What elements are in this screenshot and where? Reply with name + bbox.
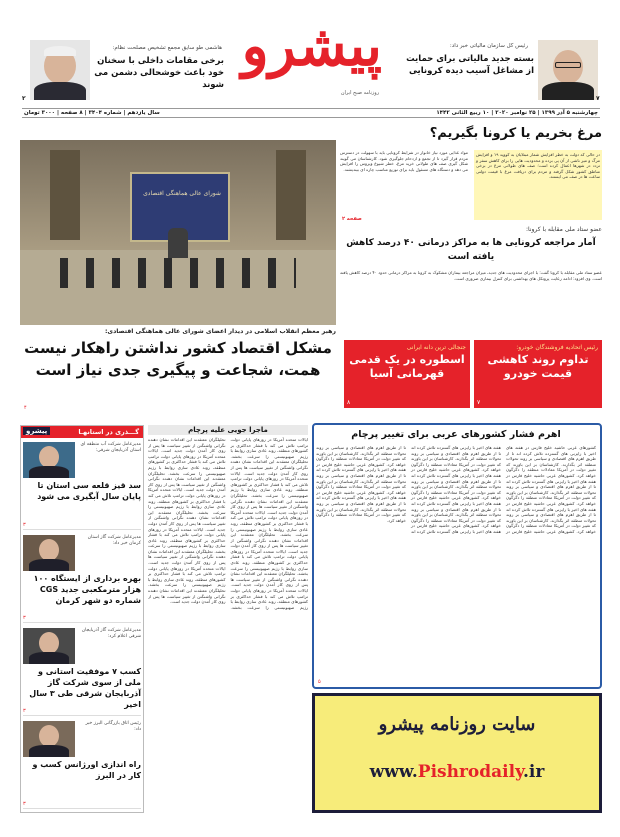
province-item-photo bbox=[23, 442, 75, 478]
dateline-issue: سال یازدهم | شماره ۳۴۰۴ | ۸ صفحه | ۳۰۰۰ تومان bbox=[24, 110, 160, 116]
main-headline-2[interactable]: همت، شجاعت و پیگیری جدی نیاز است bbox=[35, 361, 321, 379]
red-box-sport-title: اسطوره در یک قدمی قهرمانی آسیا bbox=[349, 353, 465, 380]
province-item-title: کسب ۷ موفقیت استانی و ملی از سوی شرکت گاز آذربایجان شرقی طی ۳ سال اخیر bbox=[29, 667, 141, 709]
province-item[interactable] bbox=[23, 628, 141, 716]
dateline-bar bbox=[22, 108, 600, 118]
dateline-date: چهارشنبه ۵ آذر ۱۳۹۹ | ۲۵ نوامبر ۲۰۲۰ | ۱۰ ربیع الثانی ۱۴۴۲ bbox=[436, 110, 598, 116]
left-teaser-title[interactable]: برخی مقامات داخلی با سخنان خود باعث خوشحالی دشمن می شوند bbox=[94, 56, 224, 90]
sub-story-title[interactable]: آمار مراجعه کرونایی ها به مراکز درمانی ۴۰ درصد کاهش یافته است bbox=[346, 238, 596, 262]
website-ad-title: سایت روزنامه پیشرو bbox=[378, 714, 536, 735]
main-photo bbox=[20, 140, 336, 325]
sub-story-body: عضو ستاد ملی مقابله با کرونا گفت: با اجرای محدودیت های جدید، میزان مراجعه بیماران مشکوک به کرونا به مراکز درمانی حدود ۴۰ درصد کاهش یافته است. وی افزود: ادامه رعایت پروتکل های بهداشتی برای کنترل بیماری ضروری است. bbox=[340, 270, 602, 281]
right-teaser-title[interactable]: بسته جدید مالیاتی برای حمایت از مشاغل آسیب دیده کرونایی bbox=[406, 54, 534, 76]
province-item[interactable] bbox=[23, 721, 141, 809]
province-item-num: ۳ bbox=[23, 615, 26, 621]
province-item-kicker: مدیرعامل شرکت گاز استان کرمان خبر داد: bbox=[87, 535, 141, 546]
right-teaser-num: ۷ bbox=[596, 95, 600, 102]
province-item-kicker: رئیس اتاق بازرگانی البرز خبر داد: bbox=[85, 721, 141, 732]
province-item[interactable] bbox=[23, 442, 141, 530]
red-box-cars[interactable] bbox=[474, 340, 602, 408]
provinces-header bbox=[21, 426, 143, 438]
left-teaser-num: ۲ bbox=[22, 95, 26, 102]
sub-story-kicker: عضو ستاد ملی مقابله با کرونا: bbox=[526, 226, 602, 233]
province-item-photo bbox=[23, 535, 75, 571]
red-box-cars-num: ۷ bbox=[477, 399, 481, 406]
website-ad-url[interactable]: www.Pishrodaily.ir bbox=[369, 762, 545, 782]
column-right-title[interactable]: اهرم فشار کشورهای عربی برای تغییر پرچام bbox=[351, 429, 561, 440]
photo-caption: رهبر معظم انقلاب اسلامی در دیدار اعضای شورای عالی هماهنگی اقتصادی: bbox=[104, 328, 336, 335]
provinces-column bbox=[20, 425, 144, 813]
masthead-logo[interactable]: پیشرو bbox=[241, 13, 382, 79]
column-mid bbox=[148, 425, 308, 813]
column-mid-header[interactable]: ماجرا جویی علیه پرچام bbox=[148, 425, 308, 435]
website-ad-url-brand: Pishrodaily bbox=[417, 762, 523, 782]
province-item-title: سد قیز قلعه سی استان تا پایان سال آبگیری می شود bbox=[37, 481, 141, 501]
column-right-body: کشورهای عربی حاشیه خلیج فارس در هفته های اخیر با رایزنی های گسترده تلاش کرده اند تا از طریق اهرم های اقتصادی و سیاسی بر روند تحولات منطقه اثر بگذارند. کارشناسان بر این باورند که تغییر دولت در آمریکا معادلات منطقه را دگرگون خواهد کرد. کشورهای عربی حاشیه خلیج فارس در هفته های اخیر با رایزنی های گسترده تلاش کرده اند تا از طریق اهرم های اقتصادی و سیاسی بر روند تحولات منطقه اثر بگذارند. کارشناسان بر این باورند که تغییر دولت در آمریکا معادلات منطقه را دگرگون خواهد کرد. کشورهای عربی حاشیه خلیج فارس در هفته های اخیر با رایزنی های گسترده تلاش کرده اند تا از طریق اهرم های اقتصادی و سیاسی بر روند تحولات منطقه اثر بگذارند. کارشناسان بر این باورند که تغییر دولت در آمریکا معادلات منطقه را دگرگون خواهد کرد. کشورهای عربی حاشیه خلیج فارس در هفته های اخیر با رایزنی های گسترده تلاش کرده اند تا از طریق اهرم های اقتصادی و سیاسی بر روند تحولات منطقه اثر بگذارند. کارشناسان بر این باورند که تغییر دولت در آمریکا معادلات منطقه را دگرگون خواهد کرد. کشورهای عربی حاشیه خلیج فارس در هفته های اخیر با رایزنی های گسترده تلاش کرده اند تا از طریق اهرم های اقتصادی و سیاسی بر روند تحولات منطقه اثر بگذارند. کارشناسان بر این باورند که تغییر دولت در آمریکا معادلات منطقه را دگرگون خواهد کرد. کشورهای عربی حاشیه خلیج فارس در هفته های اخیر با رایزنی های گسترده تلاش کرده اند تا از طریق اهرم های اقتصادی و سیاسی بر روند تحولات منطقه اثر بگذارند. کارشناسان بر این باورند که تغییر دولت در آمریکا معادلات منطقه را دگرگون خواهد کرد. کشورهای عربی حاشیه خلیج فارس در هفته های اخیر با رایزنی های گسترده تلاش کرده اند تا از طریق اهرم های اقتصادی و سیاسی بر روند تحولات منطقه اثر بگذارند. کارشناسان بر این باورند که تغییر دولت در آمریکا معادلات منطقه را دگرگون خواهد کرد. کشورهای عربی حاشیه خلیج فارس در هفته های اخیر با رایزنی های گسترده تلاش کرده اند تا از طریق اهرم های اقتصادی و سیاسی بر روند تحولات منطقه اثر بگذارند. کارشناسان بر این باورند که تغییر دولت در آمریکا معادلات منطقه را دگرگون خواهد کرد. کشورهای عربی حاشیه خلیج فارس در هفته های اخیر با رایزنی های گسترده تلاش کرده اند تا از طریق اهرم های اقتصادی و سیاسی بر روند تحولات منطقه اثر بگذارند. کارشناسان بر این باورند که تغییر دولت در آمریکا معادلات منطقه را دگرگون خواهد کرد. bbox=[316, 445, 596, 534]
province-item-num: ۳ bbox=[23, 522, 26, 528]
lead-story bbox=[340, 124, 602, 336]
column-mid-body: ایالات متحده آمریکا در روزهای پایانی دولت ترامپ تلاش می کند با فشار حداکثری بر کشورهای منطقه، روند عادی سازی روابط با رژیم صهیونیستی را سرعت بخشد. تحلیلگران معتقدند این اقدامات نشان دهنده نگرانی واشنگتن از تغییر سیاست ها پس از روی کار آمدن دولت جدید است. ایالات متحده آمریکا در روزهای پایانی دولت ترامپ تلاش می کند با فشار حداکثری بر کشورهای منطقه، روند عادی سازی روابط با رژیم صهیونیستی را سرعت بخشد. تحلیلگران معتقدند این اقدامات نشان دهنده نگرانی واشنگتن از تغییر سیاست ها پس از روی کار آمدن دولت جدید است. ایالات متحده آمریکا در روزهای پایانی دولت ترامپ تلاش می کند با فشار حداکثری بر کشورهای منطقه، روند عادی سازی روابط با رژیم صهیونیستی را سرعت بخشد. تحلیلگران معتقدند این اقدامات نشان دهنده نگرانی واشنگتن از تغییر سیاست ها پس از روی کار آمدن دولت جدید است. ایالات متحده آمریکا در روزهای پایانی دولت ترامپ تلاش می کند با فشار حداکثری بر کشورهای منطقه، روند عادی سازی روابط با رژیم صهیونیستی را سرعت بخشد. تحلیلگران معتقدند این اقدامات نشان دهنده نگرانی واشنگتن از تغییر سیاست ها پس از روی کار آمدن دولت جدید است. ایالات متحده آمریکا در روزهای پایانی دولت ترامپ تلاش می کند با فشار حداکثری بر کشورهای منطقه، روند عادی سازی روابط با رژیم صهیونیستی را سرعت بخشد. تحلیلگران معتقدند این اقدامات نشان دهنده نگرانی واشنگتن از تغییر سیاست ها پس از روی کار آمدن دولت جدید است. ایالات متحده آمریکا در روزهای پایانی دولت ترامپ تلاش می کند با فشار حداکثری بر کشورهای منطقه، روند عادی سازی روابط با رژیم صهیونیستی را سرعت بخشد. تحلیلگران معتقدند این اقدامات نشان دهنده نگرانی واشنگتن از تغییر سیاست ها پس از روی کار آمدن دولت جدید است. ایالات متحده آمریکا در روزهای پایانی دولت ترامپ تلاش می کند با فشار حداکثری بر کشورهای منطقه، روند عادی سازی روابط با رژیم صهیونیستی را سرعت بخشد. تحلیلگران معتقدند این اقدامات نشان دهنده نگرانی واشنگتن از تغییر سیاست ها پس از روی کار آمدن دولت جدید است. ایالات متحده آمریکا در روزهای پایانی دولت ترامپ تلاش می کند با فشار حداکثری بر کشورهای منطقه، روند عادی سازی روابط با رژیم صهیونیستی را سرعت بخشد. تحلیلگران معتقدند این اقدامات نشان دهنده نگرانی واشنگتن از تغییر سیاست ها پس از روی کار آمدن دولت جدید است. ایالات متحده آمریکا در روزهای پایانی دولت ترامپ تلاش می کند با فشار حداکثری بر کشورهای منطقه، روند عادی سازی روابط با رژیم صهیونیستی را سرعت بخشد. تحلیلگران معتقدند این اقدامات نشان دهنده نگرانی واشنگتن از تغییر سیاست ها پس از روی کار آمدن دولت جدید است. bbox=[148, 437, 308, 610]
right-teaser-photo bbox=[538, 40, 598, 100]
red-box-sport-kicker: جنجالی ترین دانه ایرانی bbox=[406, 344, 466, 351]
province-item-kicker: مدیرعامل شرکت آب منطقه ای استان آذربایجان شرقی: bbox=[80, 442, 141, 453]
province-item-num: ۳ bbox=[23, 708, 26, 714]
province-item[interactable] bbox=[23, 535, 141, 623]
right-teaser-kicker: رئیس کل سازمان مالیاتی خبر داد: bbox=[449, 43, 528, 49]
province-item-photo bbox=[23, 628, 75, 664]
lead-story-body-left: مواد غذایی مورد نیاز خانوار در شرایط کرونایی باید با سهولت در دسترس مردم قرار گیرد تا از تجمع و ازدحام جلوگیری شود. کارشناسان می گویند شکل گیری صف های طولانی خرید مرغ، خطر شیوع ویروس را افزایش می دهد و دستگاه های مسئول باید برای توزیع مناسب چاره ای بیندیشند. bbox=[340, 150, 468, 172]
provinces-header-text: گـــذری در استانهـا bbox=[78, 428, 139, 436]
province-item-title: بهره برداری از ایستگاه ۱۰۰ هزار مترمکعبی جدید CGS شماره دو شهر کرمان bbox=[33, 574, 141, 605]
left-teaser-photo bbox=[30, 40, 90, 100]
main-headline-1[interactable]: مشکل اقتصاد کشور نداشتن راهکار نیست bbox=[24, 339, 332, 357]
column-right bbox=[312, 423, 602, 689]
lead-story-body-right: در حالی که دولت به خطر افزایش شمار مبتلایان به کووید ۱۹ و افزایش مرگ و میر ناشی از آن پی برده و محدودیت هایی را برای کاهش سفر و تردد در شهرها اعمال کرده است؛ صف های طولانی مرغ در برخی مناطق کشور شکل گرفته و مردم برای دریافت مرغ با قیمت دولتی ساعت ها در صف می ایستند. bbox=[474, 150, 602, 220]
red-box-cars-kicker: رئیس اتحادیه فروشندگان خودرو: bbox=[516, 344, 598, 351]
province-item-kicker: مدیرعامل شرکت گاز آذربایجان شرقی اعلام کرد: bbox=[81, 628, 141, 639]
red-box-sport[interactable] bbox=[344, 340, 470, 408]
left-teaser-kicker: هاشمی طو سایق مجمع تشخیص مصلحت نظام: bbox=[112, 45, 222, 51]
red-box-cars-title: تداوم روند کاهشی قیمت خودرو bbox=[487, 353, 589, 380]
provinces-brand: پیشرو bbox=[23, 427, 50, 435]
province-item-title: راه اندازی اورژانس کسب و کار در البرز bbox=[32, 760, 141, 780]
red-box-sport-num: ۸ bbox=[347, 399, 351, 406]
province-item-photo bbox=[23, 721, 75, 757]
main-headline-num: ۴ bbox=[24, 405, 27, 411]
website-ad[interactable] bbox=[312, 693, 602, 813]
masthead-tagline: روزنامه صبح ایران bbox=[340, 90, 380, 96]
province-item-num: ۳ bbox=[23, 801, 26, 807]
lead-story-title[interactable]: مرغ بخریم یا کرونا بگیریم؟ bbox=[429, 126, 602, 141]
lead-story-cont: صفحه ۲ bbox=[342, 216, 362, 222]
photo-banner: شورای عالی هماهنگی اقتصادی bbox=[130, 172, 230, 242]
column-right-num: ۵ bbox=[318, 679, 321, 685]
masthead bbox=[0, 0, 620, 106]
